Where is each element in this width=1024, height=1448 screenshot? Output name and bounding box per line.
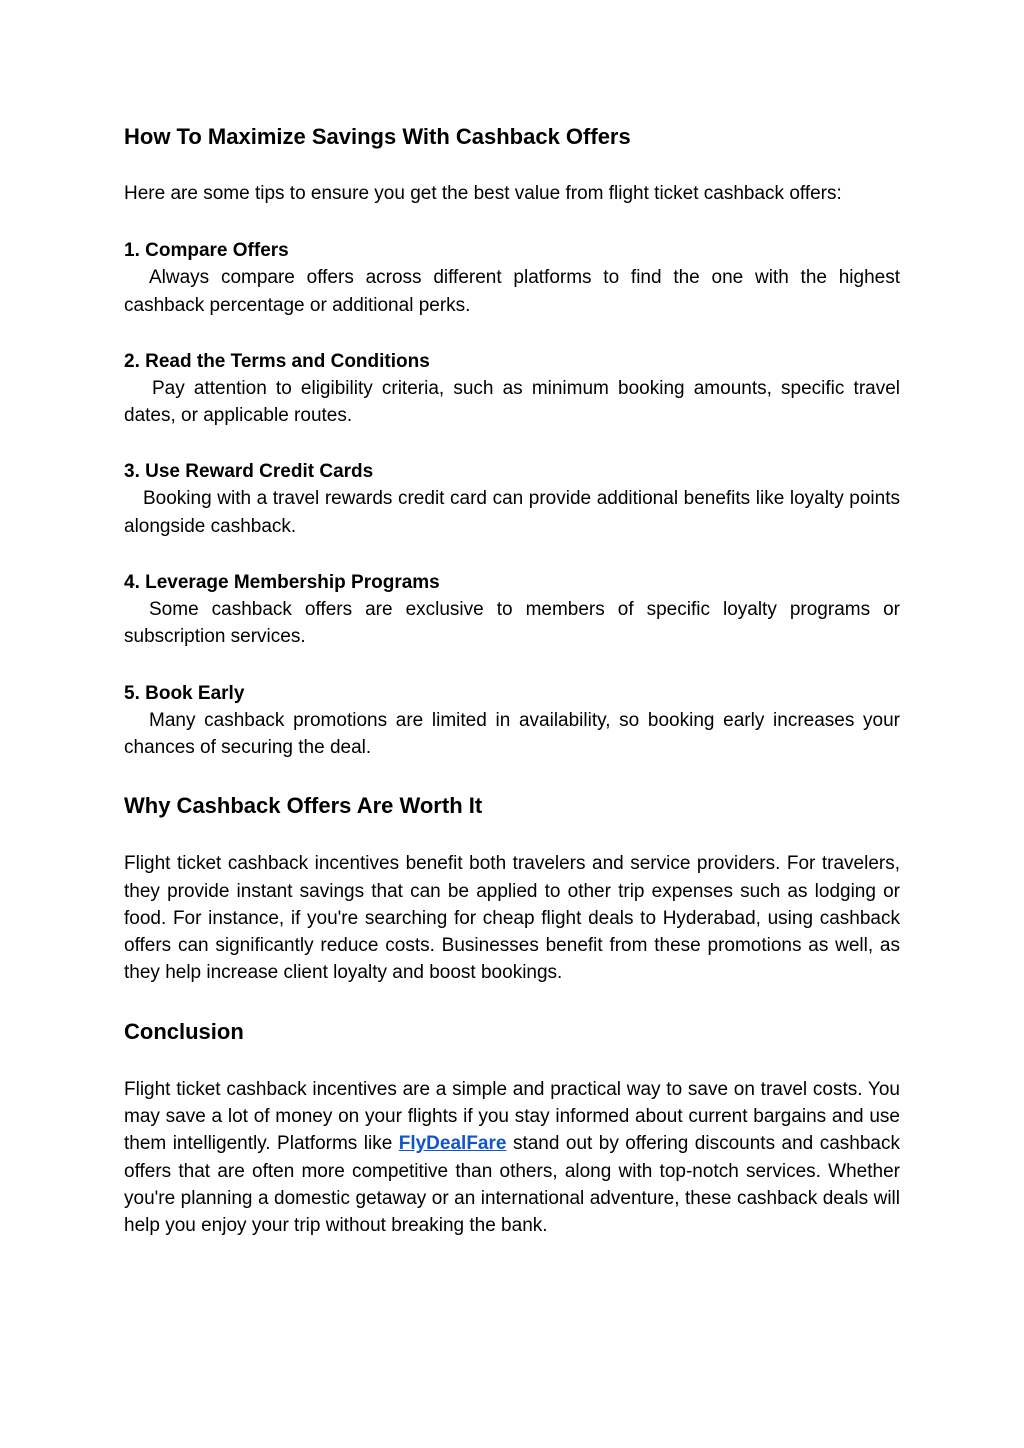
tip-title: 2. Read the Terms and Conditions [124,350,430,372]
conclusion-paragraph [124,1076,900,1240]
tip-compare-offers [124,238,900,319]
tip-body [124,485,900,540]
conclusion-text-after: stand out by offering discounts and cashback offers that are often more competitive than others, along with top-notch services. Whether you're planning a domestic getaway or an international adventure, these cashback deals will help you enjoy your trip without breaking the bank. [124,1133,900,1237]
tip-body-text: Booking with a travel rewards credit card can provide additional benefits like loyalty points alongside cashback. [124,488,900,537]
tip-body-text: Pay attention to eligibility criteria, such as minimum booking amounts, specific travel dates, or applicable routes. [124,377,900,427]
section-heading-worth-it: Why Cashback Offers Are Worth It [124,793,483,819]
tip-body [124,375,900,430]
tip-read-terms [124,349,900,430]
tip-title: 3. Use Reward Credit Cards [124,461,374,483]
tip-title: 4. Leverage Membership Programs [124,572,440,594]
intro-paragraph: Here are some tips to ensure you get the best value from flight ticket cashback offers: [124,183,842,204]
tip-title: 5. Book Early [124,682,245,704]
tip-reward-credit-cards [124,459,900,540]
tip-membership-programs [124,570,900,651]
tip-body [124,707,900,762]
flydealfare-link[interactable]: FlyDealFare [398,1133,507,1155]
tip-body-text: Some cashback offers are exclusive to members of specific loyalty programs or subscription services. [124,599,900,648]
tip-body-text: Always compare offers across different platforms to find the one with the highest cashback percentage or additional perks. [124,267,900,316]
tip-body [124,596,900,651]
worth-it-paragraph: Flight ticket cashback incentives benefit both travelers and service providers. For travelers, they provide instant savings that can be applied to other trip expenses such as lodging or food. For instance, if you're searching for cheap flight deals to Hyderabad, using cashback offers can significantly reduce costs. Businesses benefit from these promotions as well, as they help increase client loyalty and boost bookings. [124,853,900,984]
tip-book-early [124,681,900,762]
tip-title: 1. Compare Offers [124,240,289,262]
section-heading-conclusion: Conclusion [124,1018,244,1044]
section-heading-maximize-savings: How To Maximize Savings With Cashback Offers [124,124,631,149]
conclusion-text-before: Flight ticket cashback incentives are a simple and practical way to save on travel costs. You may save a lot of money on your flights if you stay informed about current bargains and use them intelligently. Platforms like [124,1078,900,1155]
tip-body-text: Many cashback promotions are limited in availability, so booking early increases your chances of securing the deal. [124,709,900,758]
tip-body [124,264,900,319]
